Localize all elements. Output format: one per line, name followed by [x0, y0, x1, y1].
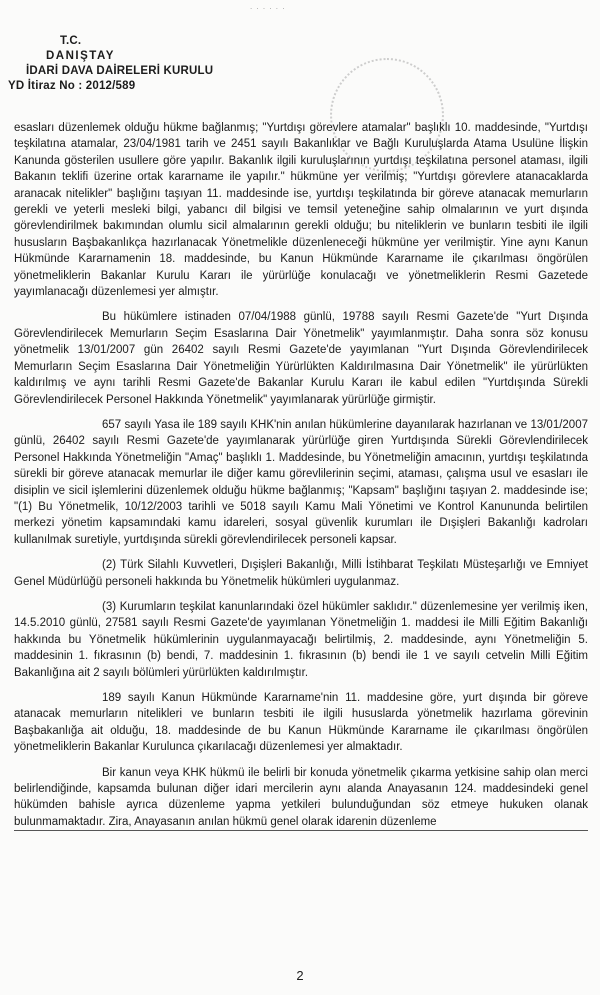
paragraph-2: Bu hükümlere istinaden 07/04/1988 günlü, 19788 sayılı Resmi Gazete'de "Yurt Dışında Görevlendirilecek Memurların Seçim Esaslarına Dair Yönetmelik" yayımlanmıştır. Daha sonra söz konusu yönetmelik 13/01/2007 gün 26402 sayılı Resmi Gazete'de yayımlanan "Yurt Dışında Görevlendirilecek Memurların Seçim Esaslarına Dair Yönetmeliğin Yürürlükten Kaldırılmasına Dair Yönetmelik" ile yürürlükten kaldırılmış ve aynı tarihli Resmi Gazete'de Bakanlar Kurulu Kararı ile kabul edilen "Yurtdışında Sürekli Görevlendirilecek Personel Hakkında Yönetmelik" yayımlanarak yürürlüğe girmiştir. [14, 311, 588, 406]
paragraph-5: (3) Kurumların teşkilat kanunlarındaki özel hükümler saklıdır." düzenlemesine yer verilmiş iken, 14.5.2010 günlü, 27581 sayılı Resmi Gazete'de yayımlanan Yönetmeliğin 1. maddesi ile Milli Eğitim Bakanlığı hakkında bu Yönetmelik hükümlerinin uygulanmayacağı belirtilmiş, 2. maddesinde, aynı Yönetmeliğin 5. maddesinin 1. fıkrasının (b) bendi, 7. maddesinin 1. fıkrasının (b) bendi ile 1 ve sayılı cetvelin Milli Eğitim Bakanlığına ait 2 sayılı bölümleri yürürlükten kaldırılmıştır. [14, 600, 588, 679]
header-country: T.C. [60, 35, 82, 47]
paragraph-4: (2) Türk Silahlı Kuvvetleri, Dışişleri Bakanlığı, Milli İstihbarat Teşkilatı Müsteşarlığı ve Emniyet Genel Müdürlüğü personeli hakkında bu Yönetmelik hükümleri uygulanmaz. [14, 559, 588, 588]
paragraph-3: 657 sayılı Yasa ile 189 sayılı KHK'nin anılan hükümlerine dayanılarak hazırlanan ve 13/01/2007 günlü, 26402 sayılı Resmi Gazete'de yayımlanarak yürürlüğe giren Yurtdışında Sürekli Görevlendirilecek Personel Hakkında Yönetmeliğin "Amaç" başlıklı 1. Maddesinde, bu Yönetmeliğin amacının, yurtdışı teşkilatında sürekli bir göreve atanacak memurlar ile diğer kamu görevlilerinin seçimi, ataması, çalışma usul ve esasları ile disiplin ve sicil işlemlerini düzenlemek olduğu hükme bağlanmış; "Kapsam" başlığını taşıyan 2. maddesinde ise; "(1) Bu Yönetmelik, 10/12/2003 tarihli ve 5018 sayılı Kamu Mali Yönetimi ve Kontrol Kanununda belirtilen merkezi yönetim kapsamındaki kamu idareleri, sosyal güvenlik kurumları ile Dışişleri Bakanlığı kadroları kullanılmak suretiyle, yurtdışında sürekli görevlendirilecek personeli kapsar. [14, 418, 588, 546]
header-institution: DANIŞTAY [46, 50, 115, 62]
document-body [14, 120, 588, 840]
header-case-number: YD İtiraz No : 2012/589 [8, 80, 136, 92]
paragraph-7: Bir kanun veya KHK hükmü ile belirli bir konuda yönetmelik çıkarma yetkisine sahip olan merci belirlendiğinde, kapsamda bulunan diğer idari mercilerin aynı alanda Anayasanın 124. maddesindeki genel hükümden bahisle ayrıca düzenleme yapma yetkileri bulunduğundan söz etmeye hukuken olanak bulunmamaktadır. Zira, Anayasanın anılan hükmü genel olarak idarenin düzenleme [14, 765, 588, 832]
paragraph-6: 189 sayılı Kanun Hükmünde Kararname'nin 11. maddesine göre, yurt dışında bir göreve atanacak memurların nitelikleri ve bunların tesbiti ile ilgili hususlarda yönetmelik hazırlama görevinin Başbakanlığa ait olduğu, 18. maddesinde de bu Kanun Hükmünde Kararname ile çıkarılması öngörülen yönetmeliklerin Bakanlar Kurulunca çıkarılacağı düzenlemesi yer almaktadır. [14, 692, 588, 754]
scan-mark: . . . . . . [250, 2, 286, 11]
paragraph-1: esasları düzenlemek olduğu hükme bağlanmış; "Yurtdışı görevlere atamalar" başlıklı 10. maddesinde, "Yurtdışı teşkilatına atamalar, 23/04/1981 tarih ve 2451 sayılı Bakanlıklar ve Bağlı Kuruluşlarda Atama Usulüne İlişkin Kanunda gösterilen usullere göre yapılır. Bakanlık ilgili kuruluşlarının yurtdışı teşkilatına personel ataması, ilgili Bakanın teklifi üzerine ortak kararname ile yapılır." hükmüne yer verilmiş; "Yurtdışı görevlere atanacaklarda aranacak nitelikler" başlığını taşıyan 11. maddesinde ise, yurtdışı teşkilatında bir göreve atanacak memurların gerekli ve yeterli mesleki bilgi, yabancı dil bilgisi ve temsil yeteneğine sahip olmalarının ve yurt dışında görevlendirilmek bakımından olumlu sicil almalarının gerekli olduğu; bu niteliklerin ve bunların tesbiti ile ilgili hususların Başbakanlıkça hazırlanacak Yönetmelikle düzenleneceği hükmüne yer verilmiştir. Yine aynı Kanun Hükmünde Kararnamenin 18. maddesinde, bu Kanun Hükmünde Kararname ile çıkarılması öngörülen yönetmeliklerin Bakanlar Kurulu Kararı ile yürürlüğe konulacağı ve yönetmeliklerin Resmi Gazetede yayımlanacağı düzenlemesi yer almıştır. [14, 122, 588, 299]
header-board: İDARİ DAVA DAİRELERİ KURULU [26, 65, 214, 77]
document-header [8, 34, 213, 94]
page-number: 2 [296, 968, 304, 983]
